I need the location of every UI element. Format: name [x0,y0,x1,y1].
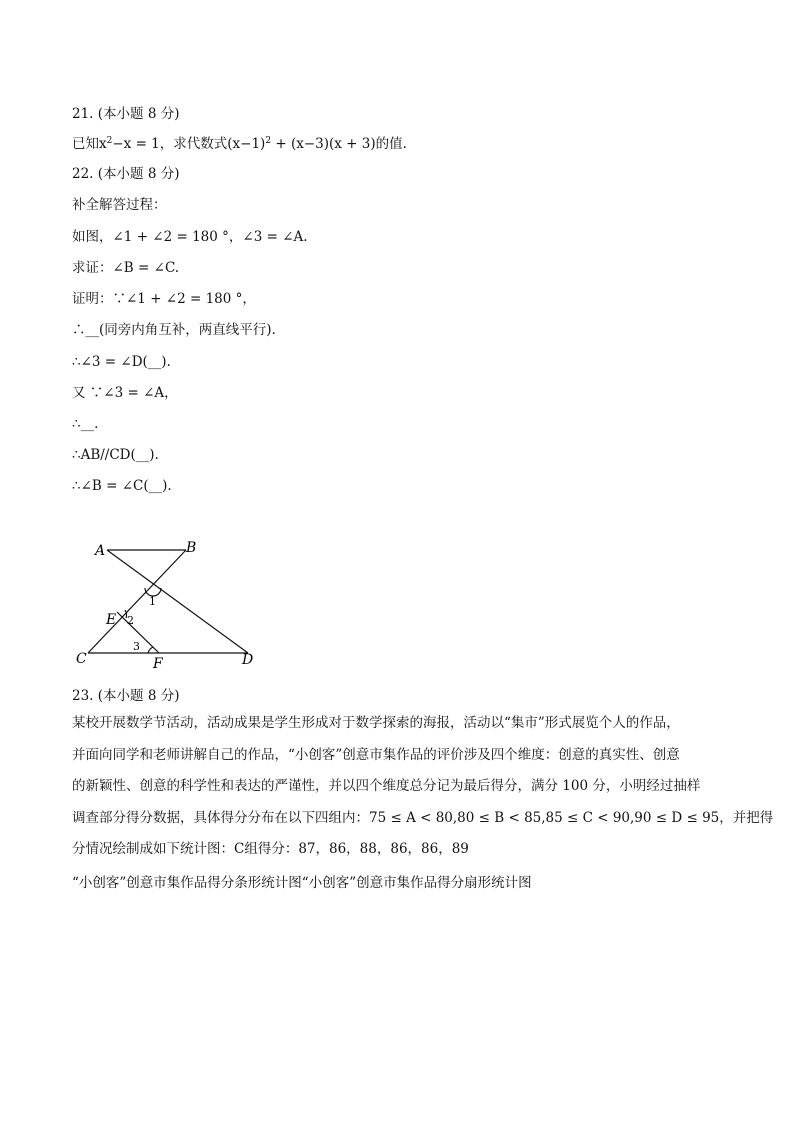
q22-proof-line-6: ∴AB//CD(__). [72,447,159,463]
q23-line-4: 调查部分得分数据，具体得分分布在以下四组内：75 ≤ A < 80,80 ≤ B < 85,85 ≤ C < 90,90 ≤ D ≤ 95，并把得 [72,809,774,826]
q22-given: 如图，∠1 + ∠2 = 180 °，∠3 = ∠A. [72,229,308,245]
q23-line-3: 的新颖性、创意的科学性和表达的严谨性，并以四个维度总分记为最后得分，满分 100 分，小明经过抽样 [72,778,701,794]
q22-prove: 求证：∠B = ∠C. [72,260,180,276]
q22-header: 22. (本小题 8 分) [72,166,180,182]
q21-exponent: 2 [106,136,113,146]
figure-label-f: F [153,656,163,672]
q23-line-2: 并面向同学和老师讲解自己的作品，“小创客”创意市集作品的评价涉及四个维度：创意的真实性、创意 [72,746,680,763]
figure-angle-2: 2 [127,614,134,627]
q21-stem-post: + (x−3)(x + 3)的值. [271,136,407,152]
q22-proof-line-1: 证明：∵∠1 + ∠2 = 180 °， [72,291,256,307]
q23-line-5: 分情况绘制成如下统计图：C组得分：87，86，88，86，86，89 [72,841,469,857]
q21-stem-pre: 已知x [72,136,107,152]
geometry-figure [70,530,270,675]
figure-angle-3: 3 [133,640,140,653]
q22-proof-line-4: 又 ∵∠3 = ∠A， [72,385,178,401]
q21-exponent-2: 2 [265,136,272,146]
q23-header: 23. (本小题 8 分) [72,688,180,704]
q22-proof-line-2: ∴__(同旁内角互补，两直线平行). [72,322,276,338]
figure-label-c: C [76,651,87,667]
figure-label-e: E [106,612,117,628]
figure-angle-1: 1 [149,595,156,608]
q21-stem-mid: −x = 1，求代数式(x−1) [112,136,266,152]
figure-label-a: A [95,543,106,559]
q22-proof-line-7: ∴∠B = ∠C(__). [72,478,172,494]
figure-label-d: D [242,652,254,668]
q23-chart-captions: “小创客”创意市集作品得分条形统计图“小创客”创意市集作品得分扇形统计图 [72,875,532,891]
q22-proof-line-3: ∴∠3 = ∠D(__). [72,354,171,370]
q22-intro: 补全解答过程： [72,197,167,213]
q23-line-1: 某校开展数学节活动，活动成果是学生形成对于数学探索的海报，活动以“集市”形式展览个人的作品， [72,715,680,731]
q21-header: 21. (本小题 8 分) [72,106,180,122]
figure-label-b: B [186,540,197,556]
q21-stem [72,134,407,154]
q23-problem-text [72,708,774,866]
q22-proof-line-5: ∴__. [72,416,99,432]
